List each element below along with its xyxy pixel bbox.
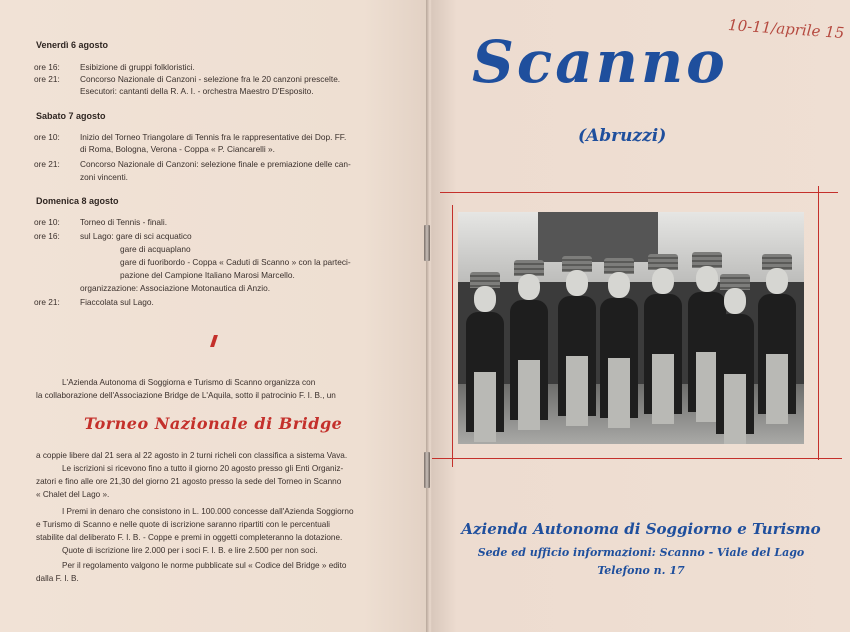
body-line: zatori e fino alle ore 21,30 del giorno 21 agosto presso la sede del Torneo in Scanno bbox=[36, 477, 342, 486]
bridge-tournament-title: Torneo Nazionale di Bridge bbox=[84, 414, 343, 433]
right-page bbox=[432, 0, 850, 632]
event-text: Torneo di Tennis - finali. bbox=[80, 217, 168, 227]
footer-title: Azienda Autonoma di Soggiorno e Turismo bbox=[461, 520, 821, 538]
event-time: ore 21: bbox=[34, 74, 60, 84]
intro-line: la collaborazione dell'Associazione Bridge de L'Aquila, sotto il patrocinio F. I. B., un bbox=[36, 391, 336, 400]
event-text: gare di acquaplano bbox=[120, 244, 191, 254]
event-time: ore 10: bbox=[34, 217, 60, 227]
staple bbox=[424, 225, 430, 261]
frame-line-right bbox=[818, 186, 819, 460]
event-time: ore 16: bbox=[34, 231, 60, 241]
body-line: Le iscrizioni si ricevono fino a tutto il giorno 20 agosto presso gli Enti Organiz- bbox=[62, 464, 344, 473]
footer-address: Sede ed ufficio informazioni: Scanno - Viale del Lago bbox=[477, 546, 805, 559]
event-text: di Roma, Bologna, Verona - Coppa « P. Ciancarelli ». bbox=[80, 144, 275, 154]
day-heading: Venerdì 6 agosto bbox=[36, 40, 109, 50]
event-text: pazione del Campione Italiano Marosi Marcello. bbox=[120, 270, 295, 280]
event-text: sul Lago: gare di sci acquatico bbox=[80, 231, 192, 241]
red-ink-mark bbox=[210, 335, 218, 347]
event-time: ore 10: bbox=[34, 132, 60, 142]
footer-phone: Telefono n. 17 bbox=[597, 564, 685, 577]
body-line: Per il regolamento valgono le norme pubblicate sul « Codice del Bridge » edito bbox=[62, 561, 347, 570]
event-text: Fiaccolata sul Lago. bbox=[80, 297, 154, 307]
body-line: e Turismo di Scanno e nelle quote di iscrizione saranno ripartiti con le percentuali bbox=[36, 520, 331, 529]
event-text: Concorso Nazionale di Canzoni: selezione finale e premiazione delle can- bbox=[80, 159, 351, 169]
body-line: stabilite dal deliberato F. I. B. - Coppe e premi in oggetti completeranno la dotazione. bbox=[36, 533, 343, 542]
frame-line-left bbox=[452, 205, 453, 467]
event-text: Concorso Nazionale di Canzoni - selezione fra le 20 canzoni prescelte. bbox=[80, 74, 341, 84]
day-heading: Sabato 7 agosto bbox=[36, 111, 106, 121]
frame-line-bottom bbox=[432, 458, 842, 459]
body-line: I Premi in denaro che consistono in L. 100.000 concesse dall'Azienda Soggiorno bbox=[62, 507, 354, 516]
event-text: Esibizione di gruppi folkloristici. bbox=[80, 62, 195, 72]
cover-subtitle: (Abruzzi) bbox=[578, 126, 667, 146]
event-time: ore 21: bbox=[34, 297, 60, 307]
frame-line-top bbox=[440, 192, 838, 193]
event-text: gare di fuoribordo - Coppa « Caduti di Scanno » con la parteci- bbox=[120, 257, 351, 267]
event-time: ore 16: bbox=[34, 62, 60, 72]
event-time: ore 21: bbox=[34, 159, 60, 169]
event-text: Esecutori: cantanti della R. A. I. - orchestra Maestro D'Esposito. bbox=[80, 86, 314, 96]
intro-line: L'Azienda Autonoma di Soggiorna e Turismo di Scanno organizza con bbox=[62, 378, 316, 387]
event-text: Inizio del Torneo Triangolare di Tennis fra le rappresentative dei Dop. FF. bbox=[80, 132, 347, 142]
body-line: « Chalet del Lago ». bbox=[36, 490, 110, 499]
event-text: organizzazione: Associazione Motonautica di Anzio. bbox=[80, 283, 271, 293]
body-line: a coppie libere dal 21 sera al 22 agosto in 2 turni richeli con classifica a sistema Vava. bbox=[36, 451, 348, 460]
staple bbox=[424, 452, 430, 488]
day-heading: Domenica 8 agosto bbox=[36, 196, 119, 206]
handwritten-note: 10-11/aprile 15 bbox=[727, 15, 845, 43]
body-line: Quote di iscrizione lire 2.000 per i soci F. I. B. e lire 2.500 per non soci. bbox=[62, 546, 318, 555]
body-line: dalla F. I. B. bbox=[36, 574, 79, 583]
cover-title: Scanno bbox=[472, 28, 728, 96]
cover-photo-women-in-costume bbox=[458, 212, 804, 444]
event-text: zoni vincenti. bbox=[80, 172, 128, 182]
